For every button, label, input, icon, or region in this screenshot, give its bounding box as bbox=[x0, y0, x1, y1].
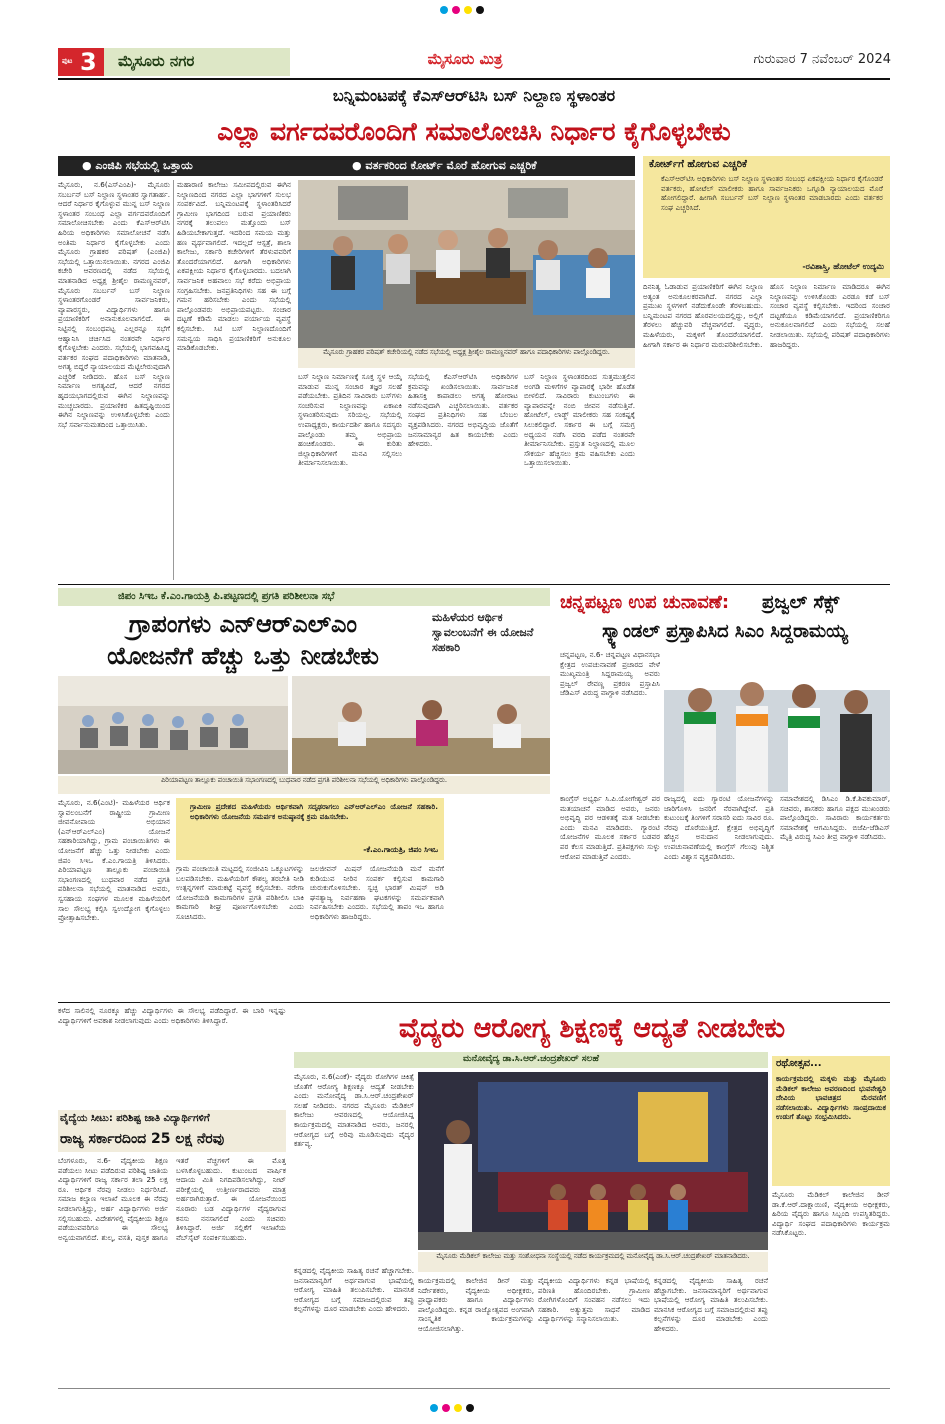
story4-mid-col: ಕಳೆದ ಸಾಲಿನಲ್ಲಿ ನೂರಕ್ಕೂ ಹೆಚ್ಚು ವಿದ್ಯಾರ್ಥಿಗಳು ಈ ಸೌಲಭ್ಯ ಪಡೆದಿದ್ದಾರೆ. ಈ ಬಾರಿ ಇನ್ನಷ್ಟು ವಿದ್ಯಾರ್ಥಿಗಳಿಗೆ ಅವಕಾಶ ನೀಡಲಾಗುವುದು ಎಂದು ಅಧಿಕಾರಿಗಳು ತಿಳಿಸಿದ್ದಾರೆ. bbox=[58, 1006, 286, 1025]
story2-photo-right bbox=[292, 676, 550, 774]
col-divider bbox=[173, 180, 174, 580]
story2-caption: ಪಿರಿಯಾಪಟ್ಟಣ ತಾಲ್ಲೂಕು ಪಂಚಾಯಿತಿ ಸಭಾಂಗಣದಲ್ಲಿ ಬುಧವಾರ ನಡೆದ ಪ್ರಗತಿ ಪರಿಶೀಲನಾ ಸಭೆಯಲ್ಲಿ ಅಧಿಕಾರಿಗಳು ಪಾಲ್ಗೊಂಡಿದ್ದರು. bbox=[58, 776, 550, 794]
issue-date: ಗುರುವಾರ 7 ನವೆಂಬರ್ 2024 bbox=[753, 52, 891, 67]
rally-photo-illustration bbox=[664, 650, 890, 792]
sidebar-title: ಕೋರ್ಟ್‌ಗೆ ಹೋಗುವ ಎಚ್ಚರಿಕೆ bbox=[649, 159, 747, 170]
story5-col2: ಕನ್ನಡದಲ್ಲಿ ವೈದ್ಯಕೀಯ ಸಾಹಿತ್ಯ ರಚನೆ ಹೆಚ್ಚಾಗಬೇಕು. ಜನಸಾಮಾನ್ಯರಿಗೆ ಅರ್ಥವಾಗುವ ಭಾಷೆಯಲ್ಲಿ ಆರೋಗ್ಯ ಮಾಹಿತಿ ತಲುಪಿಸಬೇಕು. ಮಾನಸಿಕ ಆರೋಗ್ಯದ ಬಗ್ಗೆ ಸಮಾಜದಲ್ಲಿರುವ ತಪ್ಪು ಕಲ್ಪನೆಗಳನ್ನು ದೂರ ಮಾಡಬೇಕು ಎಂದು ಹೇಳಿದರು. bbox=[294, 1266, 414, 1314]
story2-col3: ಜಲಜೀವನ್ ಮಿಷನ್ ಯೋಜನೆಯಡಿ ಮನೆ ಮನೆಗೆ ಕುಡಿಯುವ ನೀರಿನ ಸಂಪರ್ಕ ಕಲ್ಪಿಸುವ ಕಾಮಗಾರಿ ಚುರುಕುಗೊಳಿಸಬೇಕು. ಸ್ವಚ್ಛ ಭಾರತ್ ಮಿಷನ್ ಅಡಿ ಘನತ್ಯಾಜ್ಯ ನಿರ್ವಹಣಾ ಘಟಕಗಳನ್ನು ಸಮರ್ಪಕವಾಗಿ ನಿರ್ವಹಿಸಬೇಕು ಎಂದರು. ಸಭೆಯಲ್ಲಿ ತಾಪಂ ಇಒ ಹಾಗೂ ಅಧಿಕಾರಿಗಳು ಹಾಜರಿದ್ದರು. bbox=[310, 864, 444, 921]
section-label bbox=[104, 48, 290, 76]
story3-headline2: ಸ್ಕ್ಯಾಂಡಲ್ ಪ್ರಸ್ತಾಪಿಸಿದ ಸಿಎಂ ಸಿದ್ದರಾಮಯ್ಯ bbox=[602, 621, 848, 642]
masthead: ಮೈಸೂರು ಮಿತ್ರ bbox=[427, 50, 503, 68]
sidebar-col2: ಹೊಸ ನಿಲ್ದಾಣ ನಿರ್ಮಾಣ ಮಾಡಿದರೂ ಈಗಿನ ನಿಲ್ದಾಣವನ್ನು ಉಳಿಸಿಕೊಂಡು ಎರಡೂ ಕಡೆ ಬಸ್ ಸಂಚಾರ ವ್ಯವಸ್ಥೆ ಕಲ್ಪಿಸಬೇಕು. ಇದರಿಂದ ಸಂಚಾರ ದಟ್ಟಣೆಯೂ ಕಡಿಮೆಯಾಗಲಿದೆ. ಪ್ರಯಾಣಿಕರಿಗೂ ಅನುಕೂಲವಾಗಲಿದೆ ಎಂದು ಸಭೆಯಲ್ಲಿ ಸಲಹೆ ನೀಡಲಾಯಿತು. ಸಭೆಯಲ್ಲಿ ಪರಿಷತ್ ಪದಾಧಿಕಾರಿಗಳು ಹಾಜರಿದ್ದರು. bbox=[770, 282, 890, 349]
story5-headline: ವೈದ್ಯರು ಆರೋಗ್ಯ ಶಿಕ್ಷಣಕ್ಕೆ ಆದ್ಯತೆ ನೀಡಬೇಕು bbox=[398, 1013, 786, 1044]
story1-sub2: ● ವರ್ತಕರಿಂದ ಕೋರ್ಟ್ ಮೊರೆ ಹೋಗುವ ಎಚ್ಚರಿಕೆ bbox=[352, 159, 537, 172]
section-name: ಮೈಸೂರು ನಗರ bbox=[118, 52, 195, 70]
header-rule bbox=[58, 78, 890, 80]
story5-col4: ವೈದ್ಯಕೀಯ ವಿದ್ಯಾರ್ಥಿಗಳು ಕನ್ನಡ ಭಾಷೆಯಲ್ಲಿ ಪರಿಣತಿ ಹೊಂದಿರಬೇಕು. ಗ್ರಾಮೀಣ ರೋಗಿಗಳೊಂದಿಗೆ ಸಂವಹನ ನಡೆಸಲು ಇದು ಸಹಕಾರಿ. ಅತ್ಯುತ್ತಮ ಸಾಧನೆ ಮಾಡಿದ ವಿದ್ಯಾರ್ಥಿಗಳನ್ನು ಸನ್ಮಾನಿಸಲಾಯಿತು. bbox=[538, 1276, 650, 1324]
story4-headline: ವೈದ್ಯೆಯ ಸೀಟು: ಪರಿಶಿಷ್ಟ ಜಾತಿ ವಿದ್ಯಾರ್ಥಿಗಳಿಗೆ bbox=[60, 1113, 210, 1124]
story1-sub1: ● ಎಂಜಿಪಿ ಸಭೆಯಲ್ಲಿ ಒತ್ತಾಯ bbox=[82, 159, 193, 172]
story5-col5: ಕನ್ನಡದಲ್ಲಿ ವೈದ್ಯಕೀಯ ಸಾಹಿತ್ಯ ರಚನೆ ಹೆಚ್ಚಾಗಬೇಕು. ಜನಸಾಮಾನ್ಯರಿಗೆ ಅರ್ಥವಾಗುವ ಭಾಷೆಯಲ್ಲಿ ಆರೋಗ್ಯ ಮಾಹಿತಿ ತಲುಪಿಸಬೇಕು. ಮಾನಸಿಕ ಆರೋಗ್ಯದ ಬಗ್ಗೆ ಸಮಾಜದಲ್ಲಿರುವ ತಪ್ಪು ಕಲ್ಪನೆಗಳನ್ನು ದೂರ ಮಾಡಬೇಕು ಎಂದು ಹೇಳಿದರು. bbox=[654, 1276, 768, 1333]
story3-col2: ಕಾಂಗ್ರೆಸ್ ಅಭ್ಯರ್ಥಿ ಸಿ.ಪಿ.ಯೋಗೇಶ್ವರ್ ಪರ ಮತಯಾಚನೆ ಮಾಡಿದ ಅವರು, ಜನರು ಅಭಿವೃದ್ಧಿ ಪರ ಆಡಳಿತಕ್ಕೆ ಮತ ನೀಡಬೇಕು ಎಂದು ಮನವಿ ಮಾಡಿದರು. ಗ್ಯಾರಂಟಿ ಯೋಜನೆಗಳ ಮೂಲಕ ಸರ್ಕಾರ ಬಡವರ ಪರ ಕೆಲಸ ಮಾಡುತ್ತಿದೆ. ಪ್ರತಿಪಕ್ಷಗಳು ಸುಳ್ಳು ಆರೋಪ ಮಾಡುತ್ತಿವೆ ಎಂದರು. bbox=[560, 794, 660, 861]
story3-col4: ಸಮಾವೇಶದಲ್ಲಿ ಡಿಸಿಎಂ ಡಿ.ಕೆ.ಶಿವಕುಮಾರ್, ಸಚಿವರು, ಶಾಸಕರು ಹಾಗೂ ಪಕ್ಷದ ಮುಖಂಡರು ಪಾಲ್ಗೊಂಡಿದ್ದರು. ಸಾವಿರಾರು ಕಾರ್ಯಕರ್ತರು ಸಮಾವೇಶಕ್ಕೆ ಆಗಮಿಸಿದ್ದರು. ಬಿಜೆಪಿ-ಜೆಡಿಎಸ್ ಮೈತ್ರಿ ವಿರುದ್ಧ ಸಿಎಂ ತೀವ್ರ ವಾಗ್ದಾಳಿ ನಡೆಸಿದರು. bbox=[780, 794, 890, 842]
sidebar-body: ಕೆಎಸ್‌ಆರ್‌ಟಿಸಿ ಅಧಿಕಾರಿಗಳು ಬಸ್ ನಿಲ್ದಾಣ ಸ್ಥಳಾಂತರ ಸಂಬಂಧ ಏಕಪಕ್ಷೀಯ ನಿರ್ಧಾರ ಕೈಗೊಂಡರೆ ವರ್ತಕರು, ಹೋಟೆಲ್ ಮಾಲೀಕರು ಹಾಗೂ ಸಾರ್ವಜನಿಕರು ಒಗ್ಗೂಡಿ ನ್ಯಾಯಾಲಯದ ಮೊರೆ ಹೋಗಲಿದ್ದಾರೆ. ಹೀಗಾಗಿ ಸಬರ್ಬನ್ ಬಸ್ ನಿಲ್ದಾಣ ಸ್ಥಳಾಂತರ ಮಾಡಬಾರದು ಎಂದು ವರ್ತಕರ ಸಂಘ ಎಚ್ಚರಿಸಿದೆ. bbox=[661, 174, 883, 212]
story1-col4: ಸಭೆಯಲ್ಲಿ ಕೆಎಸ್‌ಆರ್‌ಟಿಸಿ ಅಧಿಕಾರಿಗಳ ಕ್ರಮವನ್ನು ಖಂಡಿಸಲಾಯಿತು. ಸಾರ್ವಜನಿಕ ಹಿತಾಸಕ್ತಿ ಕಾಪಾಡಲು ಅಗತ್ಯ ಹೋರಾಟ ನಡೆಸುವುದಾಗಿ ಎಚ್ಚರಿಸಲಾಯಿತು. ವರ್ತಕರ ಸಂಘದ ಪ್ರತಿನಿಧಿಗಳು ಸಹ ಬೆಂಬಲ ವ್ಯಕ್ತಪಡಿಸಿದರು. ನಗರದ ಅಭಿವೃದ್ಧಿಯ ಜೊತೆಗೆ ಜನಸಾಮಾನ್ಯರ ಹಿತ ಕಾಯಬೇಕು ಎಂದು ಹೇಳಿದರು. bbox=[408, 372, 518, 449]
rathotsava-box bbox=[772, 1056, 890, 1186]
story3-headline1: ಪ್ರಜ್ವಲ್ ಸೆಕ್ಸ್ bbox=[762, 592, 840, 613]
story5-photo bbox=[418, 1072, 768, 1250]
story4-body: ಬೆಂಗಳೂರು, ನ.6- ವೈದ್ಯಕೀಯ ಶಿಕ್ಷಣ ಪಡೆಯಲು ಸೀಟು ಪಡೆದಿರುವ ಪರಿಶಿಷ್ಟ ಜಾತಿಯ ವಿದ್ಯಾರ್ಥಿಗಳಿಗೆ ರಾಜ್ಯ ಸರ್ಕಾರ ತಲಾ 25 ಲಕ್ಷ ರೂ. ಆರ್ಥಿಕ ನೆರವು ನೀಡಲು ನಿರ್ಧರಿಸಿದೆ. ಸಮಾಜ ಕಲ್ಯಾಣ ಇಲಾಖೆ ಮೂಲಕ ಈ ನೆರವು ನೀಡಲಾಗುತ್ತಿದ್ದು, ಅರ್ಹ ವಿದ್ಯಾರ್ಥಿಗಳು ಅರ್ಜಿ ಸಲ್ಲಿಸಬಹುದು. ವಿದೇಶಗಳಲ್ಲಿ ವೈದ್ಯಕೀಯ ಶಿಕ್ಷಣ ಪಡೆಯುವವರಿಗೂ ಈ ಸೌಲಭ್ಯ ಅನ್ವಯವಾಗಲಿದೆ. ಶುಲ್ಕ, ವಸತಿ, ಪುಸ್ತಕ ಹಾಗೂ ಇತರೆ ವೆಚ್ಚಗಳಿಗೆ ಈ ಮೊತ್ತ ಬಳಸಿಕೊಳ್ಳಬಹುದು. ಕುಟುಂಬದ ವಾರ್ಷಿಕ ಆದಾಯ ಮಿತಿ ನಿಗದಿಪಡಿಸಲಾಗಿದ್ದು, ನೀಟ್ ಪರೀಕ್ಷೆಯಲ್ಲಿ ಉತ್ತೀರ್ಣರಾದವರು ಮಾತ್ರ ಅರ್ಹರಾಗಿರುತ್ತಾರೆ. ಈ ಯೋಜನೆಯಿಂದ ನೂರಾರು ಬಡ ವಿದ್ಯಾರ್ಥಿಗಳ ವೈದ್ಯರಾಗುವ ಕನಸು ನನಸಾಗಲಿದೆ ಎಂದು ಸಚಿವರು ತಿಳಿಸಿದ್ದಾರೆ. ಅರ್ಜಿ ಸಲ್ಲಿಕೆಗೆ ಇಲಾಖೆಯ ವೆಬ್‌ಸೈಟ್ ಸಂಪರ್ಕಿಸಬಹುದು. bbox=[58, 1156, 286, 1242]
sidebar-byline: -ರವಿಶಾಸ್ತ್ರಿ, ಹೋಟೆಲ್ ಉದ್ಯಮಿ bbox=[802, 262, 884, 271]
section-rule-3 bbox=[58, 1002, 890, 1003]
story2-kicker-bar bbox=[58, 588, 550, 606]
meeting-hall-illustration bbox=[58, 676, 288, 774]
story5-kicker: ಮನೋವೈದ್ಯ ಡಾ.ಸಿ.ಆರ್.ಚಂದ್ರಶೇಖರ್ ಸಲಹೆ bbox=[463, 1054, 599, 1064]
page-number-badge bbox=[58, 48, 104, 76]
story2-headline1: ಗ್ರಾಪಂಗಳು ಎನ್‌ಆರ್‌ಎಲ್‌ಎಂ bbox=[128, 610, 358, 638]
story5-col1: ಮೈಸೂರು, ನ.6(ಎಂಕೆ)- ವೈದ್ಯರು ರೋಗಿಗಳ ಚಿಕಿತ್ಸೆ ಜೊತೆಗೆ ಆರೋಗ್ಯ ಶಿಕ್ಷಣಕ್ಕೂ ಆದ್ಯತೆ ನೀಡಬೇಕು ಎಂದು ಮನೋವೈದ್ಯ ಡಾ.ಸಿ.ಆರ್.ಚಂದ್ರಶೇಖರ್ ಸಲಹೆ ನೀಡಿದರು. ನಗರದ ಮೈಸೂರು ಮೆಡಿಕಲ್ ಕಾಲೇಜು ಆವರಣದಲ್ಲಿ ಆಯೋಜಿಸಿದ್ದ ಕಾರ್ಯಕ್ರಮದಲ್ಲಿ ಮಾತನಾಡಿದ ಅವರು, ಜನರಲ್ಲಿ ಆರೋಗ್ಯದ ಬಗ್ಗೆ ಅರಿವು ಮೂಡಿಸುವುದು ವೈದ್ಯರ ಕರ್ತವ್ಯ. bbox=[294, 1072, 414, 1149]
story1-photo-caption: ಮೈಸೂರು ಗ್ರಾಹಕರ ಪರಿಷತ್ ಕಚೇರಿಯಲ್ಲಿ ನಡೆದ ಸಭೆಯಲ್ಲಿ ಅಧ್ಯಕ್ಷ ಶ್ರೀಶೈಲ ರಾಮಣ್ಣನವರ್ ಹಾಗೂ ಪದಾಧಿಕಾರಿಗಳು ಪಾಲ್ಗೊಂಡಿದ್ದರು. bbox=[298, 348, 635, 368]
registration-marks-bottom bbox=[430, 1404, 520, 1414]
story2-col2: ಗ್ರಾಮ ಪಂಚಾಯಿತಿ ಮಟ್ಟದಲ್ಲಿ ಸಂಜೀವಿನಿ ಒಕ್ಕೂಟಗಳನ್ನು ಬಲಪಡಿಸಬೇಕು. ಮಹಿಳೆಯರಿಗೆ ಕೌಶಲ್ಯ ತರಬೇತಿ ನೀಡಿ ಉತ್ಪನ್ನಗಳಿಗೆ ಮಾರುಕಟ್ಟೆ ವ್ಯವಸ್ಥೆ ಕಲ್ಪಿಸಬೇಕು. ನರೇಗಾ ಯೋಜನೆಯಡಿ ಕಾಮಗಾರಿಗಳ ಪ್ರಗತಿ ಪರಿಶೀಲಿಸಿ ಬಾಕಿ ಕಾಮಗಾರಿ ಶೀಘ್ರ ಪೂರ್ಣಗೊಳಿಸಬೇಕು ಎಂದು ಸೂಚಿಸಿದರು. bbox=[176, 864, 304, 921]
story5-col3: ಕಾರ್ಯಕ್ರಮದಲ್ಲಿ ಕಾಲೇಜಿನ ಡೀನ್ ಮತ್ತು ನಿರ್ದೇಶಕರು, ವೈದ್ಯಕೀಯ ಅಧೀಕ್ಷಕರು, ಪ್ರಾಧ್ಯಾಪಕರು ಹಾಗೂ ವಿದ್ಯಾರ್ಥಿಗಳು ಪಾಲ್ಗೊಂಡಿದ್ದರು. ಕನ್ನಡ ರಾಜ್ಯೋತ್ಸವದ ಅಂಗವಾಗಿ ಸಾಂಸ್ಕೃತಿಕ ಕಾರ್ಯಕ್ರಮಗಳನ್ನು ಆಯೋಜಿಸಲಾಗಿತ್ತು. bbox=[418, 1276, 534, 1333]
story3-col1: ಚನ್ನಪಟ್ಟಣ, ನ.6- ಚನ್ನಪಟ್ಟಣ ವಿಧಾನಸಭಾ ಕ್ಷೇತ್ರದ ಉಪಚುನಾವಣೆ ಪ್ರಚಾರದ ವೇಳೆ ಮುಖ್ಯಮಂತ್ರಿ ಸಿದ್ದರಾಮಯ್ಯ ಅವರು ಪ್ರಜ್ವಲ್ ರೇವಣ್ಣ ಪ್ರಕರಣ ಪ್ರಸ್ತಾಪಿಸಿ ಜೆಡಿಎಸ್ ವಿರುದ್ಧ ವಾಗ್ದಾಳಿ ನಡೆಸಿದರು. bbox=[560, 650, 660, 698]
story3-photo bbox=[664, 650, 890, 792]
footer-rule bbox=[58, 1388, 890, 1389]
story2-quote-box bbox=[176, 798, 444, 860]
sidebar-box bbox=[643, 156, 890, 278]
story3-col3: ರಾಜ್ಯದಲ್ಲಿ ಐದು ಗ್ಯಾರಂಟಿ ಯೋಜನೆಗಳನ್ನು ಜಾರಿಗೊಳಿಸಿ ಜನರಿಗೆ ನೆರವಾಗಿದ್ದೇವೆ. ಪ್ರತಿ ಕುಟುಂಬಕ್ಕೆ ತಿಂಗಳಿಗೆ ಸರಾಸರಿ ಐದು ಸಾವಿರ ರೂ. ನೆರವು ದೊರೆಯುತ್ತಿದೆ. ಕ್ಷೇತ್ರದ ಅಭಿವೃದ್ಧಿಗೆ ಹೆಚ್ಚಿನ ಅನುದಾನ ನೀಡಲಾಗುವುದು. ಉಪಚುನಾವಣೆಯಲ್ಲಿ ಕಾಂಗ್ರೆಸ್ ಗೆಲುವು ನಿಶ್ಚಿತ ಎಂದು ವಿಶ್ವಾಸ ವ್ಯಕ್ತಪಡಿಸಿದರು. bbox=[664, 794, 774, 861]
story1-photo bbox=[298, 180, 635, 348]
story2-kicker: ಜಿಪಂ ಸಿಇಒ ಕೆ.ಎಂ.ಗಾಯತ್ರಿ ಪಿ.ಪಟ್ಟಣದಲ್ಲಿ ಪ್ರಗತಿ ಪರಿಶೀಲನಾ ಸಭೆ bbox=[118, 591, 335, 602]
story1-col1: ಮೈಸೂರು, ನ.6(ಎಸ್‌ಎಂಪಿ)- ಮೈಸೂರು ಸಬರ್ಬನ್ ಬಸ್ ನಿಲ್ದಾಣ ಸ್ಥಳಾಂತರ ಸ್ವಾಗತಾರ್ಹ. ಆದರೆ ನಿರ್ಧಾರ ಕೈಗೊಳ್ಳುವ ಮುನ್ನ ಬಸ್ ನಿಲ್ದಾಣ ಸ್ಥಳಾಂತರ ಸಂಬಂಧ ಎಲ್ಲಾ ವರ್ಗದವರೊಂದಿಗೆ ಸಮಾಲೋಚಿಸಬೇಕು ಎಂದು ಕೆಎಸ್‌ಆರ್‌ಟಿಸಿ ಹಿರಿಯ ಅಧಿಕಾರಿಗಳು ಸಮಾಲೋಚನೆ ನಡೆಸಿ ಅಂತಿಮ ನಿರ್ಧಾರ ಕೈಗೊಳ್ಳಬೇಕು ಎಂದು ಮೈಸೂರು ಗ್ರಾಹಕರ ಪರಿಷತ್ (ಎಂಜಿಪಿ) ಸಭೆಯಲ್ಲಿ ಒತ್ತಾಯಿಸಲಾಯಿತು. ನಗರದ ಎಂಜಿಪಿ ಕಚೇರಿ ಆವರಣದಲ್ಲಿ ನಡೆದ ಸಭೆಯಲ್ಲಿ ಮಾತನಾಡಿದ ಅಧ್ಯಕ್ಷ ಶ್ರೀಶೈಲ ರಾಮಣ್ಣನವರ್, ಮೈಸೂರು ಸಬರ್ಬನ್ ಬಸ್ ನಿಲ್ದಾಣ ಸ್ಥಳಾಂತರಗೊಂಡರೆ ಸಾರ್ವಜನಿಕರು, ವ್ಯಾಪಾರಸ್ಥರು, ವಿದ್ಯಾರ್ಥಿಗಳು ಹಾಗೂ ಪ್ರಯಾಣಿಕರಿಗೆ ಅನಾನುಕೂಲವಾಗಲಿದೆ. ಈ ನಿಟ್ಟಿನಲ್ಲಿ ಸಂಬಂಧಪಟ್ಟ ಎಲ್ಲರನ್ನೂ ಸಭೆಗೆ ಆಹ್ವಾನಿಸಿ ಚರ್ಚಿಸಿದ ನಂತರವೇ ನಿರ್ಧಾರ ಕೈಗೊಳ್ಳಬೇಕು ಎಂದರು. ಸಭೆಯಲ್ಲಿ ಭಾಗವಹಿಸಿದ್ದ ವರ್ತಕರ ಸಂಘದ ಪದಾಧಿಕಾರಿಗಳು ಮಾತನಾಡಿ, ಅಗತ್ಯ ಬಿದ್ದರೆ ನ್ಯಾಯಾಲಯದ ಮೆಟ್ಟಿಲೇರುವುದಾಗಿ ಎಚ್ಚರಿಕೆ ನೀಡಿದರು. ಹೊಸ ಬಸ್ ನಿಲ್ದಾಣ ನಿರ್ಮಾಣ ಅಗತ್ಯವಿದೆ, ಆದರೆ ನಗರದ ಹೃದಯಭಾಗದಲ್ಲಿರುವ ಈಗಿನ ನಿಲ್ದಾಣವನ್ನು ಮುಚ್ಚಬಾರದು. ಪ್ರಯಾಣಿಕರ ಹಿತದೃಷ್ಟಿಯಿಂದ ಈಗಿನ ನಿಲ್ದಾಣವನ್ನು ಉಳಿಸಿಕೊಳ್ಳಬೇಕು ಎಂದು ಸಭೆ ಸರ್ವಾನುಮತದಿಂದ ಒತ್ತಾಯಿಸಿತು. bbox=[58, 180, 170, 429]
page-label: ಪುಟ bbox=[62, 57, 73, 65]
story1-col3: ಬಸ್ ನಿಲ್ದಾಣ ನಿರ್ಮಾಣಕ್ಕೆ ಸೂಕ್ತ ಸ್ಥಳ ಆಯ್ಕೆ ಮಾಡುವ ಮುನ್ನ ಸಂಚಾರ ತಜ್ಞರ ಸಲಹೆ ಪಡೆಯಬೇಕು. ಪ್ರತಿದಿನ ಸಾವಿರಾರು ಬಸ್‌ಗಳು ಸಂಚರಿಸುವ ನಿಲ್ದಾಣವನ್ನು ಏಕಾಏಕಿ ಸ್ಥಳಾಂತರಿಸುವುದು ಸರಿಯಲ್ಲ. ಸಭೆಯಲ್ಲಿ ಉಪಾಧ್ಯಕ್ಷರು, ಕಾರ್ಯದರ್ಶಿ ಹಾಗೂ ಸದಸ್ಯರು ಪಾಲ್ಗೊಂಡು ತಮ್ಮ ಅಭಿಪ್ರಾಯ ಹಂಚಿಕೊಂಡರು. ಈ ಕುರಿತು ಜಿಲ್ಲಾಧಿಕಾರಿಗಳಿಗೆ ಮನವಿ ಸಲ್ಲಿಸಲು ತೀರ್ಮಾನಿಸಲಾಯಿತು. bbox=[298, 372, 402, 468]
story1-col2: ಮಹಾರಾಣಿ ಕಾಲೇಜು ಸಮೀಪದಲ್ಲಿರುವ ಈಗಿನ ನಿಲ್ದಾಣದಿಂದ ನಗರದ ಎಲ್ಲಾ ಭಾಗಗಳಿಗೆ ಸುಲಭ ಸಂಪರ್ಕವಿದೆ. ಬನ್ನಿಮಂಟಪಕ್ಕೆ ಸ್ಥಳಾಂತರಿಸಿದರೆ ಗ್ರಾಮೀಣ ಭಾಗದಿಂದ ಬರುವ ಪ್ರಯಾಣಿಕರು ನಗರಕ್ಕೆ ತಲುಪಲು ಮತ್ತೊಂದು ಬಸ್ ಹಿಡಿಯಬೇಕಾಗುತ್ತದೆ. ಇದರಿಂದ ಸಮಯ ಮತ್ತು ಹಣ ವ್ಯರ್ಥವಾಗಲಿದೆ. ಇದಲ್ಲದೆ ಆಸ್ಪತ್ರೆ, ಶಾಲಾ ಕಾಲೇಜು, ಸರ್ಕಾರಿ ಕಚೇರಿಗಳಿಗೆ ತೆರಳುವವರಿಗೆ ತೊಂದರೆಯಾಗಲಿದೆ. ಹೀಗಾಗಿ ಅಧಿಕಾರಿಗಳು ಏಕಪಕ್ಷೀಯ ನಿರ್ಧಾರ ಕೈಗೊಳ್ಳಬಾರದು. ಬದಲಾಗಿ ಸಾರ್ವಜನಿಕ ಅಹವಾಲು ಸಭೆ ಕರೆದು ಅಭಿಪ್ರಾಯ ಸಂಗ್ರಹಿಸಬೇಕು. ಜನಪ್ರತಿನಿಧಿಗಳು ಸಹ ಈ ಬಗ್ಗೆ ಗಮನ ಹರಿಸಬೇಕು ಎಂದು ಸಭೆಯಲ್ಲಿ ಪಾಲ್ಗೊಂಡವರು ಅಭಿಪ್ರಾಯಪಟ್ಟರು. ಸಂಚಾರ ದಟ್ಟಣೆ ಕಡಿಮೆ ಮಾಡಲು ಪರ್ಯಾಯ ವ್ಯವಸ್ಥೆ ಕಲ್ಪಿಸಬೇಕು. ಸಿಟಿ ಬಸ್ ನಿಲ್ದಾಣದೊಂದಿಗೆ ಸಮನ್ವಯ ಸಾಧಿಸಿ ಪ್ರಯಾಣಿಕರಿಗೆ ಅನುಕೂಲ ಮಾಡಿಕೊಡಬೇಕು. bbox=[177, 180, 291, 353]
story4-headline-bar bbox=[58, 1110, 286, 1152]
story2-photo-left bbox=[58, 676, 288, 774]
sidebar-col1: ದಿನನಿತ್ಯ ಓಡಾಡುವ ಪ್ರಯಾಣಿಕರಿಗೆ ಈಗಿನ ನಿಲ್ದಾಣ ಅತ್ಯಂತ ಅನುಕೂಲಕರವಾಗಿದೆ. ನಗರದ ಎಲ್ಲಾ ಪ್ರಮುಖ ಸ್ಥಳಗಳಿಗೆ ನಡೆದುಕೊಂಡೇ ತೆರಳಬಹುದು. ಬನ್ನಿಮಂಟಪ ನಗರದ ಹೊರವಲಯದಲ್ಲಿದ್ದು, ಅಲ್ಲಿಗೆ ತೆರಳಲು ಹೆಚ್ಚುವರಿ ವೆಚ್ಚವಾಗಲಿದೆ. ವೃದ್ಧರು, ಮಹಿಳೆಯರು, ಮಕ್ಕಳಿಗೆ ತೊಂದರೆಯಾಗಲಿದೆ. ಹೀಗಾಗಿ ಸರ್ಕಾರ ಈ ನಿರ್ಧಾರ ಮರುಪರಿಶೀಲಿಸಬೇಕು. bbox=[643, 282, 763, 349]
dais-illustration bbox=[292, 676, 550, 774]
meeting-photo-illustration bbox=[298, 180, 635, 348]
story2-quote: ಗ್ರಾಮೀಣ ಪ್ರದೇಶದ ಮಹಿಳೆಯರು ಆರ್ಥಿಕವಾಗಿ ಸದೃಢರಾಗಲು ಎನ್‌ಆರ್‌ಎಲ್‌ಎಂ ಯೋಜನೆ ಸಹಕಾರಿ. ಅಧಿಕಾರಿಗಳು ಯೋಜನೆಯ ಸಮರ್ಪಕ ಅನುಷ್ಠಾನಕ್ಕೆ ಕ್ರಮ ವಹಿಸಬೇಕು. bbox=[190, 802, 438, 821]
story2-col1: ಮೈಸೂರು, ನ.6(ಎಂಟಿ)- ಮಹಿಳೆಯರ ಆರ್ಥಿಕ ಸ್ವಾವಲಂಬನೆಗೆ ರಾಷ್ಟ್ರೀಯ ಗ್ರಾಮೀಣ ಜೀವನೋಪಾಯ ಅಭಿಯಾನ (ಎನ್‌ಆರ್‌ಎಲ್‌ಎಂ) ಯೋಜನೆ ಸಹಕಾರಿಯಾಗಿದ್ದು, ಗ್ರಾಮ ಪಂಚಾಯಿತಿಗಳು ಈ ಯೋಜನೆಗೆ ಹೆಚ್ಚು ಒತ್ತು ನೀಡಬೇಕು ಎಂದು ಜಿಪಂ ಸಿಇಒ ಕೆ.ಎಂ.ಗಾಯತ್ರಿ ತಿಳಿಸಿದರು. ಪಿರಿಯಾಪಟ್ಟಣ ತಾಲ್ಲೂಕು ಪಂಚಾಯಿತಿ ಸಭಾಂಗಣದಲ್ಲಿ ಬುಧವಾರ ನಡೆದ ಪ್ರಗತಿ ಪರಿಶೀಲನಾ ಸಭೆಯಲ್ಲಿ ಮಾತನಾಡಿದ ಅವರು, ಸ್ವಸಹಾಯ ಸಂಘಗಳ ಮೂಲಕ ಮಹಿಳೆಯರಿಗೆ ಸಾಲ ಸೌಲಭ್ಯ ಕಲ್ಪಿಸಿ ಸ್ವಉದ್ಯೋಗ ಕೈಗೊಳ್ಳಲು ಪ್ರೋತ್ಸಾಹಿಸಬೇಕು. bbox=[58, 798, 170, 923]
rathotsava-col: ಮೈಸೂರು ಮೆಡಿಕಲ್ ಕಾಲೇಜಿನ ಡೀನ್ ಡಾ.ಕೆ.ಆರ್.ದಾಕ್ಷಾಯಿಣಿ, ವೈದ್ಯಕೀಯ ಅಧೀಕ್ಷಕರು, ಹಿರಿಯ ವೈದ್ಯರು ಹಾಗೂ ಸಿಬ್ಬಂದಿ ಉಪಸ್ಥಿತರಿದ್ದರು. ವಿದ್ಯಾರ್ಥಿ ಸಂಘದ ಪದಾಧಿಕಾರಿಗಳು ಕಾರ್ಯಕ್ರಮ ನಡೆಸಿಕೊಟ್ಟರು. bbox=[772, 1190, 890, 1238]
story2-headline2: ಯೋಜನೆಗೆ ಹೆಚ್ಚು ಒತ್ತು ನೀಡಬೇಕು bbox=[107, 642, 379, 670]
page-number: 3 bbox=[80, 48, 97, 76]
story4-headline2: ರಾಜ್ಯ ಸರ್ಕಾರದಿಂದ 25 ಲಕ್ಷ ನೆರವು bbox=[60, 1131, 225, 1147]
story1-mid: ಬಸ್ ನಿಲ್ದಾಣ ಸ್ಥಳಾಂತರದಿಂದ ಸುತ್ತಮುತ್ತಲಿನ ಅಂಗಡಿ ಮಳಿಗೆಗಳ ವ್ಯಾಪಾರಕ್ಕೆ ಭಾರೀ ಹೊಡೆತ ಬೀಳಲಿದೆ. ಸಾವಿರಾರು ಕುಟುಂಬಗಳು ಈ ವ್ಯಾಪಾರವನ್ನೇ ನಂಬಿ ಜೀವನ ನಡೆಸುತ್ತಿವೆ. ಹೋಟೆಲ್, ಲಾಡ್ಜ್ ಮಾಲೀಕರು ಸಹ ಸಂಕಷ್ಟಕ್ಕೆ ಸಿಲುಕಲಿದ್ದಾರೆ. ಸರ್ಕಾರ ಈ ಬಗ್ಗೆ ಸಮಗ್ರ ಅಧ್ಯಯನ ನಡೆಸಿ ವರದಿ ಪಡೆದ ನಂತರವೇ ತೀರ್ಮಾನಿಸಬೇಕು. ಪ್ರಸ್ತುತ ನಿಲ್ದಾಣದಲ್ಲಿ ಮೂಲ ಸೌಕರ್ಯ ಹೆಚ್ಚಿಸಲು ಕ್ರಮ ವಹಿಸಬೇಕು ಎಂದು ಒತ್ತಾಯಿಸಲಾಯಿತು. bbox=[524, 372, 635, 468]
story1-kicker: ಬನ್ನಿಮಂಟಪಕ್ಕೆ ಕೆಎಸ್‌ಆರ್‌ಟಿಸಿ ಬಸ್ ನಿಲ್ದಾಣ ಸ್ಥಳಾಂತರ bbox=[332, 86, 616, 105]
story1-subheads bbox=[58, 156, 635, 176]
rathotsava-title: ರಥೋತ್ಸವ... bbox=[776, 1058, 822, 1069]
story2-quote-by: -ಕೆ.ಎಂ.ಗಾಯತ್ರಿ, ಜಿಪಂ ಸಿಇಒ bbox=[363, 845, 438, 854]
section-rule-2 bbox=[58, 584, 890, 585]
story5-kicker-bar bbox=[294, 1052, 768, 1068]
stage-photo-illustration bbox=[418, 1072, 768, 1250]
story2-side: ಮಹಿಳೆಯರ ಆರ್ಥಿಕ ಸ್ವಾವಲಂಬನೆಗೆ ಈ ಯೋಜನೆ ಸಹಕಾರಿ bbox=[432, 611, 534, 654]
story5-caption: ಮೈಸೂರು ಮೆಡಿಕಲ್ ಕಾಲೇಜು ಮತ್ತು ಸಂಶೋಧನಾ ಸಂಸ್ಥೆಯಲ್ಲಿ ನಡೆದ ಕಾರ್ಯಕ್ರಮದಲ್ಲಿ ಮನೋವೈದ್ಯ ಡಾ.ಸಿ.ಆರ್.ಚಂದ್ರಶೇಖರ್ ಮಾತನಾಡಿದರು. bbox=[418, 1252, 768, 1272]
story1-headline: ಎಲ್ಲಾ ವರ್ಗದವರೊಂದಿಗೆ ಸಮಾಲೋಚಿಸಿ ನಿರ್ಧಾರ ಕೈಗೊಳ್ಳಬೇಕು bbox=[217, 117, 731, 146]
rathotsava-body: ಕಾರ್ಯಕ್ರಮದಲ್ಲಿ ಮಕ್ಕಳು ಮತ್ತು ಮೈಸೂರು ಮೆಡಿಕಲ್ ಕಾಲೇಜು ಅವರಣದಿಂದ ಭುವನೇಶ್ವರಿ ದೇವಿಯ ಭಾವಚಿತ್ರದ ಮೆರವಣಿಗೆ ನಡೆಸಲಾಯಿತು. ವಿದ್ಯಾರ್ಥಿಗಳು ಸಾಂಪ್ರದಾಯಿಕ ಉಡುಗೆ ತೊಟ್ಟು ಸಂಭ್ರಮಿಸಿದರು. bbox=[776, 1074, 886, 1122]
registration-marks-top bbox=[440, 6, 510, 16]
story3-kicker: ಚನ್ನಪಟ್ಟಣ ಉಪ ಚುನಾವಣೆ: bbox=[560, 592, 730, 613]
